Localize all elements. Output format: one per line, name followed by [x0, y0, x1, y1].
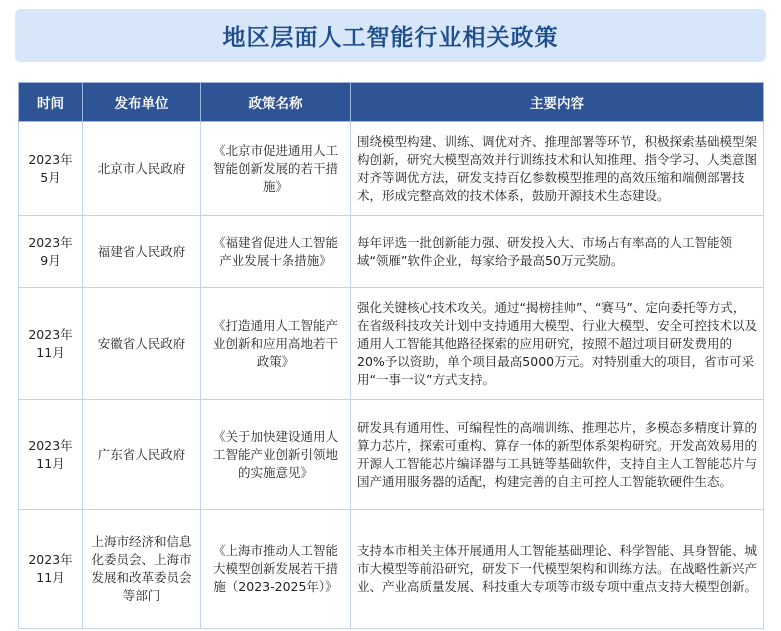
table-row	[19, 400, 764, 510]
cell-main-content: 强化关键核心技术攻关。通过“揭榜挂帅”、“赛马”、定向委托等方式，在省级科技攻关计划中支持通用大模型、行业大模型、安全可控技术以及通用人工智能其他路径探索的应用研究，按照不超过项目研发费用的20%予以资助，单个项目最高5000万元。对特别重大的项目，省市可采用“一事一议”方式支持。	[351, 288, 764, 400]
cell-issuer: 上海市经济和信息化委员会、上海市发展和改革委员会等部门	[83, 510, 201, 629]
policy-table	[18, 82, 764, 629]
cell-issuer: 安徽省人民政府	[83, 288, 201, 400]
cell-policy-name: 《上海市推动人工智能大模型创新发展若干措施（2023-2025年）》	[201, 510, 351, 629]
page-title: 地区层面人工智能行业相关政策	[222, 24, 559, 51]
title-banner	[15, 9, 766, 62]
cell-main-content: 支持本市相关主体开展通用人工智能基础理论、科学智能、具身智能、城市大模型等前沿研究，研发下一代模型架构和训练方法。在战略性新兴产业、产业高质量发展、科技重大专项等市级专项中重点支持大模型创新。	[351, 510, 764, 629]
cell-time: 2023年11月	[19, 510, 83, 629]
cell-main-content: 每年评选一批创新能力强、研发投入大、市场占有率高的人工智能领域“领雁”软件企业，每家给予最高50万元奖励。	[351, 216, 764, 288]
cell-time: 2023年11月	[19, 288, 83, 400]
column-header-time: 时间	[19, 83, 83, 122]
cell-main-content: 研发具有通用性、可编程性的高端训练、推理芯片，多模态多精度计算的算力芯片，探索可重构、算存一体的新型体系架构研究。开发高效易用的开源人工智能芯片编译器与工具链等基础软件，支持自主人工智能芯片与国产通用服务器的适配，构建完善的自主可控人工智能软硬件生态。	[351, 400, 764, 510]
table-row	[19, 216, 764, 288]
cell-policy-name: 《福建省促进人工智能产业发展十条措施》	[201, 216, 351, 288]
cell-issuer: 广东省人民政府	[83, 400, 201, 510]
cell-issuer: 北京市人民政府	[83, 122, 201, 216]
column-header-main-content: 主要内容	[351, 83, 764, 122]
column-header-policy-name: 政策名称	[201, 83, 351, 122]
cell-time: 2023年11月	[19, 400, 83, 510]
cell-policy-name: 《北京市促进通用人工智能创新发展的若干措施》	[201, 122, 351, 216]
table-row	[19, 510, 764, 629]
table-row	[19, 122, 764, 216]
cell-time: 2023年5月	[19, 122, 83, 216]
cell-policy-name: 《打造通用人工智能产业创新和应用高地若干政策》	[201, 288, 351, 400]
table-row	[19, 288, 764, 400]
cell-main-content: 围绕模型构建、训练、调优对齐、推理部署等环节，积极探索基础模型架构创新，研究大模型高效并行训练技术和认知推理、指令学习、人类意图对齐等调优方法，研发支持百亿参数模型推理的高效压缩和端侧部署技术，形成完整高效的技术体系，鼓励开源技术生态建设。	[351, 122, 764, 216]
cell-policy-name: 《关于加快建设通用人工智能产业创新引领地的实施意见》	[201, 400, 351, 510]
table-header-row	[19, 83, 764, 122]
column-header-issuer: 发布单位	[83, 83, 201, 122]
cell-time: 2023年9月	[19, 216, 83, 288]
cell-issuer: 福建省人民政府	[83, 216, 201, 288]
